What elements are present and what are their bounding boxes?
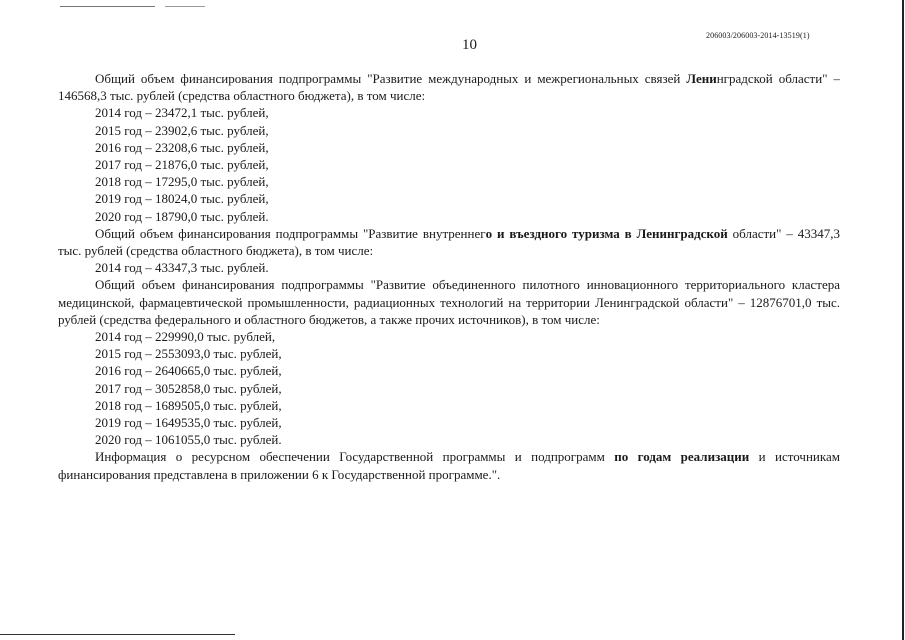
paragraph-text: области" – 43347,3 тыс. рублей (средства областного бюджета), в том числе: bbox=[58, 225, 841, 259]
funding-year-item: 2020 год – 18790,0 тыс. рублей. bbox=[95, 208, 269, 224]
funding-year-item: 2017 год – 3052858,0 тыс. рублей, bbox=[95, 380, 282, 396]
scan-artifact-line bbox=[165, 6, 205, 7]
funding-year-item: 2017 год – 21876,0 тыс. рублей, bbox=[95, 157, 269, 173]
funding-year-item: 2018 год – 1689505,0 тыс. рублей, bbox=[95, 397, 282, 413]
funding-year-item: 2019 год – 1649535,0 тыс. рублей, bbox=[95, 415, 282, 431]
scan-artifact-line bbox=[60, 6, 155, 7]
document-id: 206003/206003-2014-13519(1) bbox=[706, 31, 810, 40]
paragraph-text: Общий объем финансирования подпрограммы "Развитие международных и межрегиональных связей bbox=[95, 71, 687, 86]
bold-fragment: по годам реализации bbox=[614, 449, 750, 465]
paragraph-innovation-cluster: Общий объем финансирования подпрограммы "Развитие объединенного пилотного инновационного территориального кластера медицинской, фармацевтической промышленности, радиационных технологий на территории Ленинградской области" – 12876701,0 тыс. рублей (средства федерального и областного бюджетов, а также прочих источников), в том числе: bbox=[58, 277, 840, 327]
paragraph-text: Общий объем финансирования подпрограммы "Развитие внутреннег bbox=[95, 225, 486, 241]
scan-page-edge bbox=[902, 0, 904, 640]
funding-year-item: 2015 год – 23902,6 тыс. рублей, bbox=[95, 122, 269, 138]
funding-year-item: 2015 год – 2553093,0 тыс. рублей, bbox=[95, 346, 282, 362]
funding-year-item: 2018 год – 17295,0 тыс. рублей, bbox=[95, 174, 269, 190]
funding-year-item: 2014 год – 229990,0 тыс. рублей, bbox=[95, 329, 276, 345]
funding-year-item: 2014 год – 23472,1 тыс. рублей, bbox=[95, 105, 269, 121]
funding-year-item: 2014 год – 43347,3 тыс. рублей. bbox=[95, 260, 269, 276]
paragraph-text: нградской области" – 146568,3 тыс. рублей (средства областного бюджета), в том числе: bbox=[58, 71, 840, 104]
bold-fragment: Лени bbox=[686, 71, 717, 86]
scan-artifact-line bbox=[0, 634, 235, 635]
funding-year-item: 2019 год – 18024,0 тыс. рублей, bbox=[95, 191, 269, 207]
paragraph-resource-info bbox=[58, 448, 840, 482]
funding-year-item: 2016 год – 2640665,0 тыс. рублей, bbox=[95, 363, 282, 379]
funding-year-item: 2016 год – 23208,6 тыс. рублей, bbox=[95, 139, 269, 155]
page-number: 10 bbox=[462, 37, 477, 53]
funding-year-item: 2020 год – 1061055,0 тыс. рублей. bbox=[95, 432, 282, 448]
paragraph-text: Информация о ресурсном обеспечении Государственной программы и подпрограмм bbox=[95, 449, 615, 465]
paragraph-text: и источникам финансирования представлена в приложении 6 к Государственной программе.". bbox=[58, 449, 840, 482]
document-body bbox=[58, 70, 840, 483]
paragraph-tourism bbox=[58, 225, 840, 259]
paragraph-international-relations bbox=[58, 70, 840, 104]
bold-fragment: о и въездного туризма в Ленинградской bbox=[485, 225, 728, 241]
